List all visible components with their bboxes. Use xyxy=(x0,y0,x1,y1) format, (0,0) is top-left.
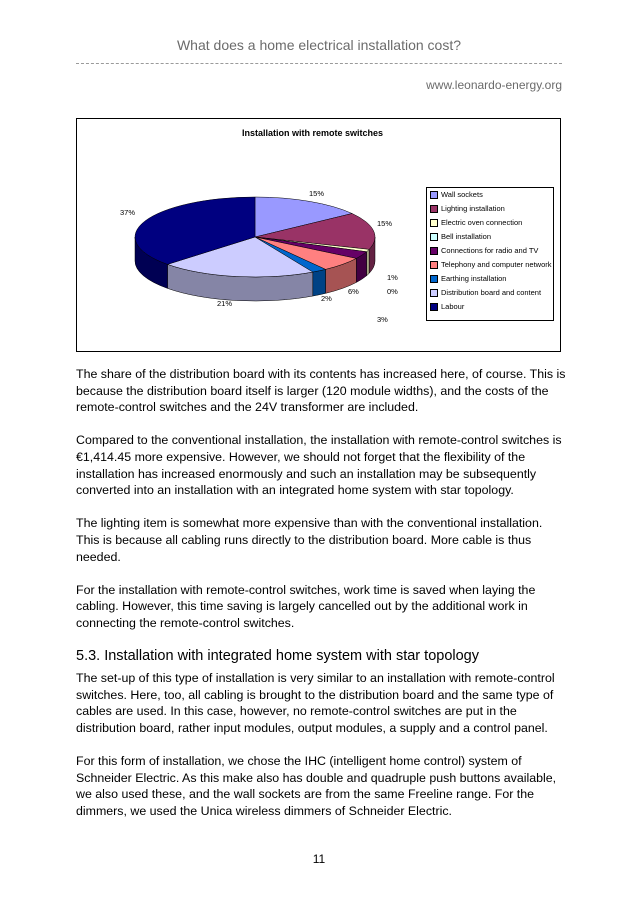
legend-swatch xyxy=(430,219,438,227)
chart-title: Installation with remote switches xyxy=(242,128,384,138)
legend-swatch xyxy=(430,233,438,241)
legend-item xyxy=(430,232,491,244)
section-heading: 5.3. Installation with integrated home system with star topology xyxy=(76,648,479,664)
legend-label: Distribution board and content xyxy=(441,288,542,297)
legend-label: Connections for radio and TV xyxy=(441,246,539,255)
paragraph: The lighting item is somewhat more expensive than with the conventional installation. This is because all cabling runs directly to the distribution board. More cable is thus needed. xyxy=(76,516,543,564)
pie-label-bell: 0% xyxy=(387,287,398,296)
legend-swatch xyxy=(430,205,438,213)
paragraph: The set-up of this type of installation is very similar to an installation with remote-control switches. Here, too, all cabling is brought to the distribution board and the same type of cables are used. In this case, however, no remote-control switches are put in the distribution board, rather input modules, output modules, a supply and a control panel. xyxy=(76,671,555,735)
legend-item xyxy=(430,302,464,314)
pie-label-earthing: 2% xyxy=(321,294,332,303)
pie-label-labour: 37% xyxy=(120,208,136,217)
header-title: What does a home electrical installation cost? xyxy=(176,37,462,53)
legend-item xyxy=(430,204,505,216)
chart-legend xyxy=(426,187,554,321)
pie-side-earthing-installation xyxy=(313,269,326,296)
pie-side-electric-oven-connection xyxy=(367,249,370,275)
paragraph: The share of the distribution board with its contents has increased here, of course. This is because the distribution board itself is larger (120 module widths), and the costs of the remote-control switches and the 24V transformer are included. xyxy=(76,367,566,415)
page-number: 11 xyxy=(312,852,326,866)
pie-label-lighting: 15% xyxy=(377,219,393,228)
paragraph: Compared to the conventional installation, the installation with remote-control switches is €1,414.45 more expensive. However, we should not forget that the flexibility of the installation has increased enormously and such an installation may be subsequently converted into an installation with an integrated home system with star topology. xyxy=(76,433,562,498)
paragraph: For the installation with remote-control switches, work time is saved when laying the cabling. However, this time saving is largely cancelled out by the additional work in connecting the remote-control switches. xyxy=(76,582,536,630)
legend-swatch xyxy=(430,247,438,255)
pie-label-distribution: 21% xyxy=(217,299,233,308)
legend-swatch xyxy=(430,275,438,283)
pie-label-radio-tv: 3% xyxy=(377,315,388,324)
legend-item xyxy=(430,246,538,258)
legend-label: Bell installation xyxy=(441,232,492,241)
section-text xyxy=(76,670,566,836)
pie-label-wall-sockets: 15% xyxy=(309,189,325,198)
legend-item xyxy=(430,190,483,202)
legend-label: Wall sockets xyxy=(441,190,483,199)
legend-item xyxy=(430,274,506,286)
legend-swatch xyxy=(430,191,438,199)
paragraph: For this form of installation, we chose the IHC (intelligent home control) system of Schneider Electric. As this make also has double and quadruple push buttons available, we also used these, and the wall sockets are from the same Freeline range. For the dimmers, we used the Unica wireless dimmers of Schneider Electric. xyxy=(76,753,557,818)
pie-label-telephony: 6% xyxy=(348,287,359,296)
pie-chart xyxy=(76,118,561,352)
legend-label: Labour xyxy=(441,302,465,311)
legend-swatch xyxy=(430,303,438,311)
pie-label-oven: 1% xyxy=(387,273,398,282)
header-url: www.leonardo-energy.org xyxy=(426,78,562,92)
body-text xyxy=(76,366,566,648)
legend-swatch xyxy=(430,261,438,269)
legend-label: Earthing installation xyxy=(441,274,507,283)
legend-swatch xyxy=(430,289,438,297)
pie-svg xyxy=(77,119,422,351)
legend-label: Lighting installation xyxy=(441,204,505,213)
legend-item xyxy=(430,260,551,272)
legend-item xyxy=(430,218,522,230)
header-divider xyxy=(76,63,562,64)
legend-label: Telephony and computer network xyxy=(441,260,552,269)
legend-label: Electric oven connection xyxy=(441,218,523,227)
legend-item xyxy=(430,288,541,300)
